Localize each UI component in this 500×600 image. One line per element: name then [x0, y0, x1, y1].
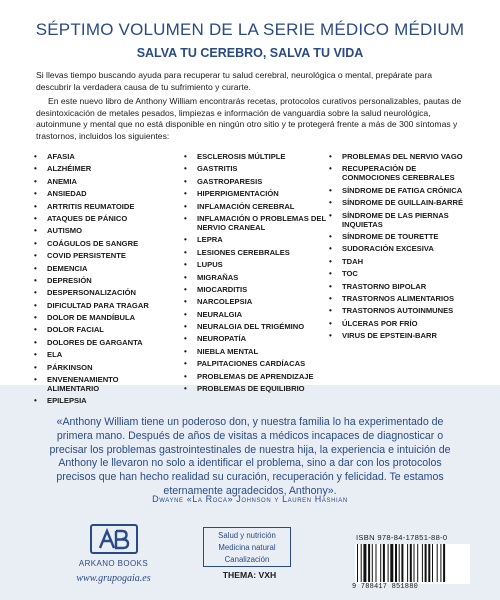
category-item: Salud y nutrición	[218, 531, 276, 540]
condition-item: • DEPRESIÓN	[47, 276, 165, 285]
condition-item: • VIRUS DE EPSTEIN-BARR	[342, 331, 467, 340]
condition-item: • LEPRA	[197, 235, 327, 244]
condition-item: • ELA	[47, 350, 165, 359]
condition-item: • DESPERSONALIZACIÓN	[47, 288, 165, 297]
condition-item: • ALZHÉIMER	[47, 164, 165, 173]
category-item: Medicina natural	[218, 543, 276, 552]
condition-item: • PÁRKINSON	[47, 363, 165, 372]
barcode-bar	[357, 544, 358, 582]
condition-item: • GASTROPARESIS	[197, 177, 327, 186]
barcode-bar	[372, 544, 373, 582]
condition-item: • SUDORACIÓN EXCESIVA	[342, 244, 467, 253]
barcode-bar	[376, 544, 377, 582]
condition-item: • LUPUS	[197, 260, 327, 269]
barcode-bar	[388, 544, 389, 582]
condition-item: • INFLAMACIÓN CEREBRAL	[197, 202, 327, 211]
condition-item: • COVID PERSISTENTE	[47, 251, 165, 260]
condition-item: • MIGRAÑAS	[197, 273, 327, 282]
condition-item: • AUTISMO	[47, 226, 165, 235]
condition-item: • PROBLEMAS DEL NERVIO VAGO	[342, 152, 467, 161]
condition-item: • ENVENENAMIENTO ALIMENTARIO	[47, 375, 165, 393]
publisher-name: ARKANO BOOKS	[78, 559, 149, 568]
barcode-bar	[407, 544, 408, 582]
condition-item: • TRASTORNOS ALIMENTARIOS	[342, 294, 467, 303]
intro-paragraph-1: Si llevas tiempo buscando ayuda para recuperar tu salud cerebral, neurológica o mental, prepárate para descubrir la verdadera causa de tu sufrimiento y curarte.	[36, 70, 433, 92]
barcode-bar	[410, 544, 412, 582]
conditions-column-3	[342, 152, 467, 343]
condition-item: • HIPERPIGMENTACIÓN	[197, 189, 327, 198]
condition-item: • TDAH	[342, 257, 467, 266]
condition-item: • NARCOLEPSIA	[197, 297, 327, 306]
condition-item: • INFLAMACIÓN O PROBLEMAS DEL NERVIO CRANEAL	[197, 214, 327, 232]
condition-item: • EPILEPSIA	[47, 396, 165, 405]
category-item: Canalización	[224, 555, 270, 564]
barcode-bar	[395, 544, 397, 582]
barcode-bar	[414, 544, 415, 582]
condition-item: • RECUPERACIÓN DE CONMOCIONES CEREBRALES	[342, 164, 467, 182]
condition-item: • PROBLEMAS DE EQUILIBRIO	[197, 384, 327, 393]
barcode-icon	[355, 544, 470, 584]
condition-item: • ARTRITIS REUMATOIDE	[47, 202, 165, 211]
condition-item: • SÍNDROME DE FATIGA CRÓNICA	[342, 186, 467, 195]
barcode-bar	[440, 544, 441, 582]
condition-item: • AFASIA	[47, 152, 165, 161]
condition-item: • GASTRITIS	[197, 164, 327, 173]
conditions-column-2	[197, 152, 327, 396]
condition-item: • NIEBLA MENTAL	[197, 347, 327, 356]
publisher-logo-mark	[97, 528, 131, 550]
condition-item: • PALPITACIONES CARDÍACAS	[197, 359, 327, 368]
barcode-bar	[443, 544, 445, 582]
publisher-logo-icon	[90, 524, 138, 554]
condition-item: • ATAQUES DE PÁNICO	[47, 214, 165, 223]
condition-item: • TRASTORNO BIPOLAR	[342, 282, 467, 291]
condition-item: • DOLOR FACIAL	[47, 325, 165, 334]
condition-item: • PROBLEMAS DE APRENDIZAJE	[197, 372, 327, 381]
condition-item: • NEUROPATÍA	[197, 334, 327, 343]
barcode-bar	[368, 544, 370, 582]
barcode-bar	[437, 544, 438, 582]
barcode-bar	[401, 544, 403, 582]
condition-item: • DEMENCIA	[47, 264, 165, 273]
condition-item: • SÍNDROME DE GUILLAIN-BARRÉ	[342, 198, 467, 207]
condition-item: • ANEMIA	[47, 177, 165, 186]
barcode-bar	[383, 544, 385, 582]
condition-item: • DOLORES DE GARGANTA	[47, 338, 165, 347]
condition-item: • DIFICULTAD PARA TRAGAR	[47, 301, 165, 310]
barcode-bar	[390, 544, 393, 582]
condition-item: • NEURALGIA	[197, 310, 327, 319]
condition-item: • ANSIEDAD	[47, 189, 165, 198]
conditions-column-1	[47, 152, 165, 409]
condition-item: • NEURALGIA DEL TRIGÉMINO	[197, 322, 327, 331]
publisher-website: www.grupogaia.es	[76, 573, 151, 584]
condition-item: • ESCLEROSIS MÚLTIPLE	[197, 152, 327, 161]
intro-paragraph-2: En este nuevo libro de Anthony William encontrarás recetas, protocolos curativos personalizables, pautas de desintoxicación de metales pesados, limpiezas e información de vanguardia sobre la salud neurológica, autoinmune y mental que no está disponible en ningún otro sitio y te protegerá frente a más de 300 síntomas y trastornos, incluidos los siguientes:	[36, 96, 462, 141]
barcode-digits: 9 788417 851880	[352, 583, 419, 591]
barcode-bar	[380, 544, 381, 582]
condition-item: • SÍNDROME DE LAS PIERNAS INQUIETAS	[342, 211, 467, 229]
condition-item: • TRASTORNOS AUTOINMUNES	[342, 306, 467, 315]
condition-item: • TOC	[342, 269, 467, 278]
condition-item: • LESIONES CEREBRALES	[197, 248, 327, 257]
condition-item: • ÚLCERAS POR FRÍO	[342, 319, 467, 328]
barcode-bar	[417, 544, 418, 582]
condition-item: • MIOCARDITIS	[197, 285, 327, 294]
book-subtitle: SALVA TU CEREBRO, SALVA TU VIDA	[136, 46, 364, 60]
barcode-bar	[425, 544, 427, 582]
barcode-bar	[399, 544, 400, 582]
barcode-bar	[428, 544, 430, 582]
testimonial-author: Dwayne «La Roca» Johnson y Lauren Hashian	[152, 494, 348, 504]
barcode-bar	[432, 544, 433, 582]
testimonial-quote: «Anthony William tiene un poderoso don, y nuestra familia lo ha experimentado de primera mano. Después de años de visitas a médicos incapaces de diagnosticar o precisar los problemas gastrointestinales de nuestra hija, la experiencia e intuición de Anthony le llevaron no solo a identificar el problema, sino a dar con los protocolos precisos que han hecho realidad su curación, recuperación y felicidad. Te estamos eternamente agradecidos, Anthony».	[49, 416, 451, 497]
page-title: SÉPTIMO VOLUMEN DE LA SERIE MÉDICO MÉDIUM	[35, 20, 465, 39]
condition-item: • DOLOR DE MANDÍBULA	[47, 313, 165, 322]
barcode-bar	[361, 544, 362, 582]
isbn-label: ISBN 978-84-17851-88-0	[356, 533, 448, 542]
category-box	[203, 527, 291, 567]
condition-item: • COÁGULOS DE SANGRE	[47, 239, 165, 248]
barcode-bar	[422, 544, 423, 582]
condition-item: • SÍNDROME DE TOURETTE	[342, 232, 467, 241]
thema-code: THEMA: VXH	[222, 570, 277, 580]
barcode-bar	[363, 544, 366, 582]
